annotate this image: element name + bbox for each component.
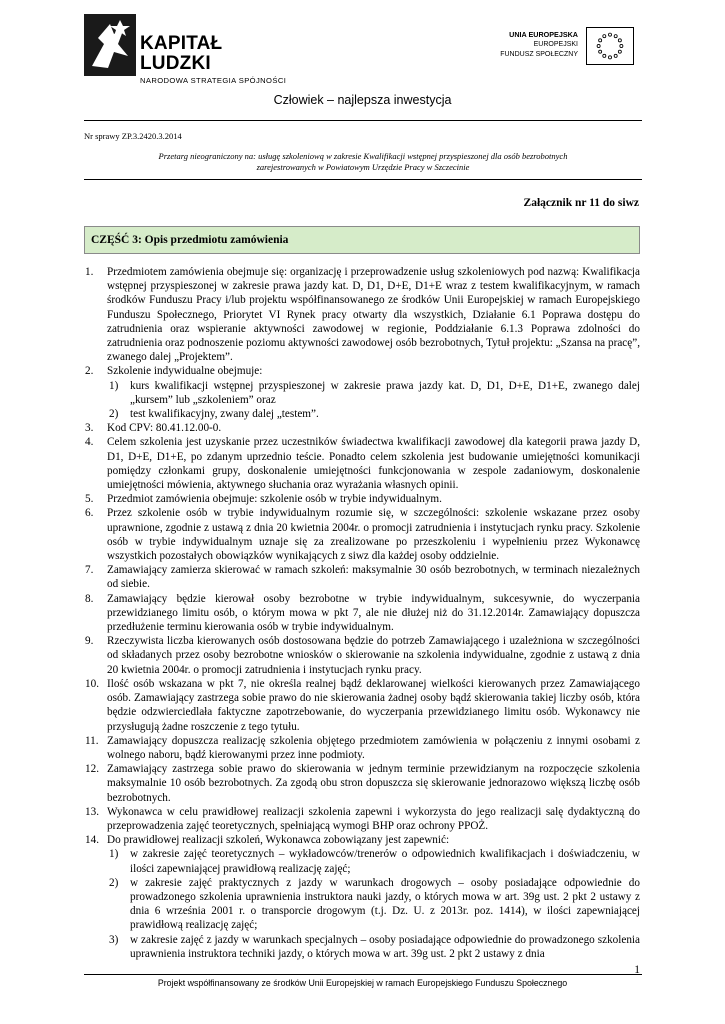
list-item-9: 9. Rzeczywista liczba kierowanych osób dostosowana będzie do potrzeb Zamawiającego i uzależniona w szczególności od składanych przez osoby bezrobotne wniosków o skierowanie na szkolenia indywidualne, zgodnie z ustawą z dnia 20 kwietnia 2004r. o promocji zatrudnienia i instytucjach rynku pracy. [85,635,640,676]
case-number: Nr sprawy ZP.3.2420.3.2014 [84,131,182,141]
tender-line-2: zarejestrowanych w Powiatowym Urzędzie Pracy w Szczecinie [256,162,470,172]
sub-item-14-3: 3) w zakresie zajęć z jazdy w warunkach specjalnych – osoby posiadające odpowiednie do prowadzonego szkolenia uprawnienia instruktora techniki jazdy, o których mowa w art. 39g ust. 2 pkt 2 ustawy z dnia [109,933,640,960]
list-item-3: 3. Kod CPV: 80.41.12.00-0. [85,422,222,435]
footer-text: Projekt współfinansowany ze środków Unii Europejskiej w ramach Europejskiego Funduszu Społecznego [157,978,568,988]
list-item-8: 8. Zamawiający będzie kierował osoby bezrobotne w trybie indywidualnym, sukcesywnie, do wyczerpania przewidzianego limitu osób, o którym mowa w pkt 7, ale nie dłużej niż do 31.12.2014r. Zamawiający dopuszcza przedłużenie terminu kierowania osób w trybie indywidualnym. [85,592,640,634]
eu-line2: EUROPEJSKI [533,41,578,48]
list-item-14: 14. Do prawidłowej realizacji szkoleń, Wykonawca zobowiązany jest zapewnić: [85,834,450,847]
sub-item-2-1: 1) kurs kwalifikacji wstępnej przyspieszonej w zakresie prawa jazdy kat. D, D1, D+E, D1+E, zwanego dalej „kursem” lub „szkoleniem” oraz [109,379,640,406]
list-item-10: 10. Ilość osób wskazana w pkt 7, nie określa realnej bądź deklarowanej wielkości kierowanych przez Zamawiającego osób. Zamawiający zastrzega sobie prawo do nie skierowania żadnej osoby bądź skierowania takiej liczby osób, która będzie odzwierciedlała faktyczne zapotrzebowanie, do wyczerpania przewidzianego limitu osób. Wykonawcy nie przysługują żadne roszczenie z tego tytułu. [85,677,640,733]
kapital-ludzki-logo [84,14,294,85]
list-item-13: 13. Wykonawca w celu prawidłowej realizacji szkolenia zapewni i wykorzysta do jego realizacji salę dydaktyczną do przeprowadzenia zajęć teoretycznych, spełniającą wymogi BHP oraz ochrony PPOŻ. [85,805,640,832]
slogan: Człowiek – najlepsza inwestycja [273,93,452,107]
document-body [84,265,640,961]
page-number: 1 [634,964,640,976]
tender-line-1: Przetarg nieograniczony na: usługę szkoleniową w zakresie Kwalifikacji wstępnej przyspieszonej dla osób bezrobotnych [158,151,568,161]
sub-item-14-2: 2) w zakresie zajęć praktycznych z jazdy w warunkach drogowych – osoby posiadające odpowiednie do prowadzonego szkolenia uprawnienia instruktora nauki jazdy, o których mowa w art. 39g ust. 2 pkt 2 ustawy z dnia 6 września 2001 r. o transporcie drogowym (t.j. Dz. U. z 2013r. poz. 1414), w ilości zapewniającej prawidłową realizację zajęć; [109,876,640,932]
list-item-5: 5. Przedmiot zamówienia obejmuje: szkolenie osób w trybie indywidualnym. [85,493,442,506]
kapital-ludzki-subtitle: NARODOWA STRATEGIA SPÓJNOŚCI [140,76,287,85]
header-divider [84,120,642,121]
page-header [0,0,725,90]
tender-description [84,151,642,173]
list-item-12: 12. Zamawiający zastrzega sobie prawo do skierowania w jednym terminie przewidzianym na rozpoczęcie szkolenia maksymalnie 10 osób bezrobotnych. Za zgodą obu stron dopuszcza się skierowanie jednorazowo większą liczbę osób bezrobotnych. [85,763,640,804]
sub-item-2-2: 2) test kwalifikacyjny, zwany dalej „testem”. [109,408,319,421]
part-title: CZĘŚĆ 3: Opis przedmiotu zamówienia [84,226,640,254]
annex-label: Załącznik nr 11 do siwz [523,197,639,209]
footer-divider [84,974,642,975]
eu-line1: UNIA EUROPEJSKA [509,30,578,39]
list-item-11: 11. Zamawiający dopuszcza realizację szkolenia objętego przedmiotem zamówienia w połączeniu z innymi osobami z wolnego naboru, bądź kierowanymi przez inne podmioty. [85,734,640,761]
kapital-ludzki-title: KAPITAŁ LUDZKI [140,33,223,74]
list-item-6: 6. Przez szkolenie osób w trybie indywidualnym rozumie się, w szczególności: szkolenie wskazane przez osoby uprawnione, zgodnie z ustawą z dnia 20 kwietnia 2004r. o promocji zatrudnienia i instytucjach rynku pracy. Szkolenie osób w trybie indywidualnym uznaje się za zrealizowane po przeszkoleniu i wypełnieniu przez Wykonawcę wszystkich pozostałych obowiązków wynikających z siwz dla każdej osoby oddzielnie. [85,507,640,563]
list-item-1: 1. Przedmiotem zamówienia obejmuje się: organizację i przeprowadzenie usług szkoleniowych pod nazwą: Kwalifikacja wstępnej przyspieszonej w zakresie prawa jazdy kat. D, D1, D+E, D1+E wraz z testem kwalifikacyjnym, w ramach środków Funduszu Pracy i/lub projektu współfinansowanego ze środków Unii Europejskiej w ramach Europejskiego Funduszu Społecznego, Priorytet VI Rynek pracy otwarty dla wszystkich, Działanie 6.1 Poprawa dostępu do zatrudnienia oraz wspieranie aktywności zawodowej w regionie, Poddziałanie 6.1.3 Poprawa zdolności do zatrudnienia oraz podnoszenie poziomu aktywności zawodowej osób bezrobotnych, Tytuł projektu: „Szansa na pracę”, zwanego dalej „Projektem”. [85,266,640,364]
tender-divider [84,179,642,180]
list-item-4: 4. Celem szkolenia jest uzyskanie przez uczestników świadectwa kwalifikacji zawodowej dla kategorii prawa jazdy D, D1, D+E, D1+E, po zdanym uprzednio teście. Ponadto celem szkolenia jest budowanie umiejętności komunikacji pomiędzy członkami grupy, doskonalenie umiejętności funkcjonowania w zespole zadaniowym, doskonalenie umiejętności mówienia, aktywnego słuchania oraz wyrażania własnych opinii. [85,436,640,492]
eu-line3: FUNDUSZ SPOŁECZNY [500,51,578,58]
eu-flag-icon [586,27,634,65]
eu-logo [500,27,636,67]
kapital-ludzki-emblem-icon [84,14,136,76]
list-item-2: 2. Szkolenie indywidualne obejmuje: [85,365,263,378]
list-item-7: 7. Zamawiający zamierza skierować w ramach szkoleń: maksymalnie 30 osób bezrobotnych, w terminach niezależnych od siebie. [85,564,640,591]
sub-item-14-1: 1) w zakresie zajęć teoretycznych – wykładowców/trenerów o odpowiednich kwalifikacjach i doświadczeniu, w ilości zapewniającej prawidłową realizację zajęć; [109,848,640,875]
